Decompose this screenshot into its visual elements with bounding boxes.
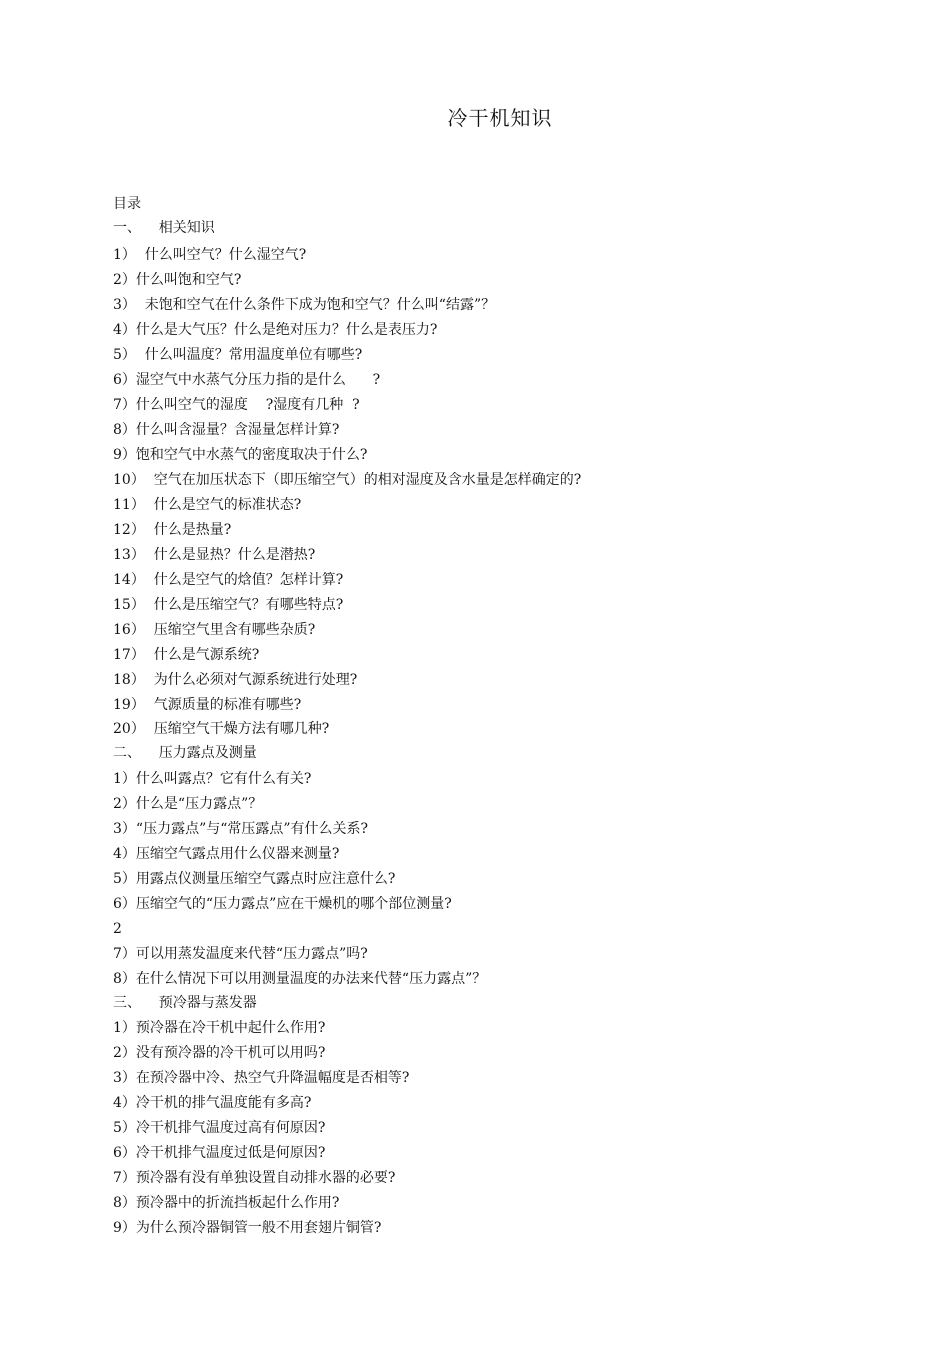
page-title: 冷干机知识 (447, 106, 553, 130)
toc-line: 2 (113, 921, 122, 937)
toc-line: 三、 预冷器与蒸发器 (113, 995, 257, 1011)
toc-line: 4）压缩空气露点用什么仪器来测量? (113, 846, 340, 862)
toc-line: 2）什么叫饱和空气? (113, 272, 242, 288)
toc-line: 8）在什么情况下可以用测量温度的办法来代替“压力露点”？ (113, 971, 487, 987)
toc-line: 4）什么是大气压？什么是绝对压力？什么是表压力? (113, 322, 438, 338)
toc-line: 13） 什么是显热？什么是潜热? (113, 547, 316, 563)
toc-line: 11） 什么是空气的标准状态? (113, 497, 302, 513)
toc-line: 2）没有预冷器的冷干机可以用吗? (113, 1045, 326, 1061)
toc-line: 8）什么叫含湿量？含湿量怎样计算? (113, 422, 340, 438)
toc-heading: 目录 (113, 196, 141, 212)
toc-line: 4）冷干机的排气温度能有多高? (113, 1095, 312, 1111)
toc-line: 9）为什么预冷器铜管一般不用套翅片铜管? (113, 1220, 382, 1236)
toc-line: 6）冷干机排气温度过低是何原因? (113, 1145, 326, 1161)
toc-line: 18） 为什么必须对气源系统进行处理? (113, 672, 358, 688)
toc-line: 一、 相关知识 (113, 220, 215, 236)
toc-line: 10） 空气在加压状态下（即压缩空气）的相对湿度及含水量是怎样确定的? (113, 472, 582, 488)
toc-line: 3） 未饱和空气在什么条件下成为饱和空气？什么叫“结露”？ (113, 297, 496, 313)
toc-line: 19） 气源质量的标准有哪些? (113, 697, 302, 713)
toc-line: 17） 什么是气源系统? (113, 647, 260, 663)
toc-line: 2）什么是“压力露点”？ (113, 796, 263, 812)
toc-line: 20） 压缩空气干燥方法有哪几种? (113, 721, 330, 737)
toc-line: 6）湿空气中水蒸气分压力指的是什么 ? (113, 372, 381, 388)
toc-line: 二、 压力露点及测量 (113, 745, 257, 761)
toc-line: 5）冷干机排气温度过高有何原因? (113, 1120, 326, 1136)
toc-line: 7）什么叫空气的湿度 ?湿度有几种 ? (113, 397, 360, 413)
toc-line: 8）预冷器中的折流挡板起什么作用? (113, 1195, 340, 1211)
toc-line: 5）用露点仪测量压缩空气露点时应注意什么? (113, 871, 396, 887)
toc-line: 9）饱和空气中水蒸气的密度取决于什么? (113, 447, 368, 463)
toc-line: 14） 什么是空气的焓值？怎样计算? (113, 572, 344, 588)
toc-line: 1）什么叫露点？它有什么有关? (113, 771, 312, 787)
toc-line: 7）可以用蒸发温度来代替“压力露点”吗? (113, 946, 368, 962)
toc-line: 7）预冷器有没有单独设置自动排水器的必要? (113, 1170, 396, 1186)
toc-line: 1）预冷器在冷干机中起什么作用? (113, 1020, 326, 1036)
toc-line: 12） 什么是热量? (113, 522, 232, 538)
toc-line: 3）“压力露点”与“常压露点”有什么关系? (113, 821, 369, 837)
toc-line: 6）压缩空气的“压力露点”应在干燥机的哪个部位测量? (113, 896, 452, 912)
toc-line: 3）在预冷器中冷、热空气升降温幅度是否相等? (113, 1070, 410, 1086)
toc-line: 5） 什么叫温度？常用温度单位有哪些? (113, 347, 363, 363)
toc-line: 16） 压缩空气里含有哪些杂质? (113, 622, 316, 638)
toc-line: 1） 什么叫空气？什么湿空气? (113, 247, 307, 263)
toc-line: 15） 什么是压缩空气？有哪些特点? (113, 597, 344, 613)
